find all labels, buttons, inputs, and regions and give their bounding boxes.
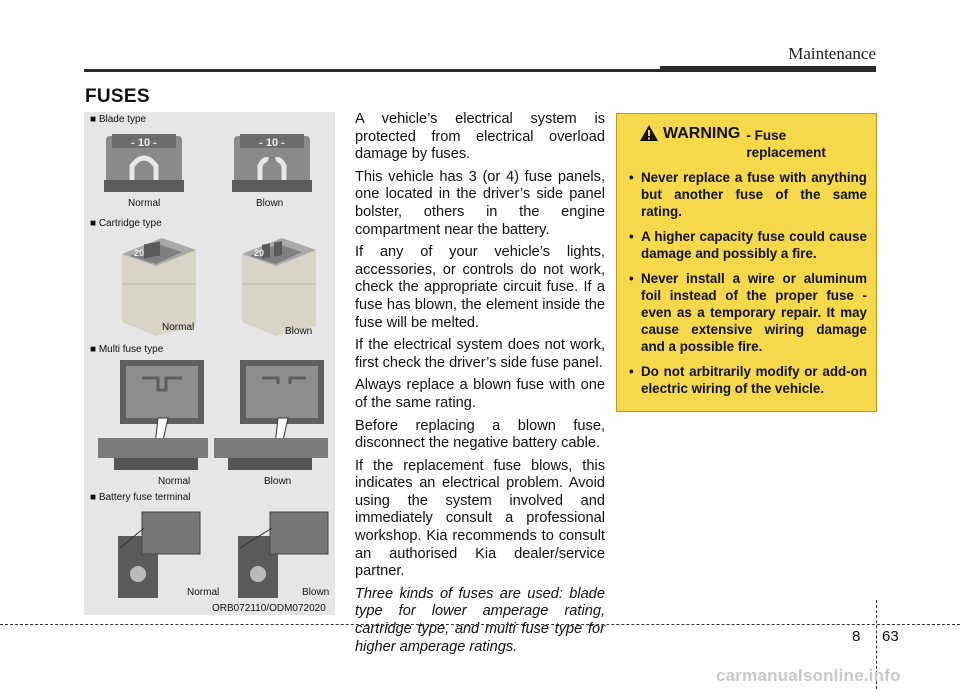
multi-fuse-type-label: ■ Multi fuse type [90,344,164,355]
multi-fuse-illustration [94,358,330,474]
body-italic-note: Three kinds of fuses are used: blade type for lower amperage rating, cartridge type, and multi fuse type for higher amperage ratings. [355,585,605,655]
figure-reference-code: ORB072110/ODM072020 [212,603,326,614]
svg-text:- 10 -: - 10 - [259,137,285,149]
warning-title: WARNING [663,125,741,142]
battery-blown-caption: Blown [302,587,330,598]
body-paragraph: A vehicle’s electrical system is protected from electrical overload damage by fuses. [355,111,605,163]
battery-normal-caption: Normal [187,587,220,598]
warning-triangle-icon [639,124,659,142]
svg-text:20: 20 [254,248,265,258]
multi-blown-caption: Blown [264,476,292,487]
warning-list [627,169,867,397]
body-paragraph: If any of your vehicle’s lights, accessories, or controls do not work, check the appropriate circuit fuse. If a fuse has blown, the element inside the fuse will be melted. [355,244,605,331]
footer-rule [0,624,960,625]
cartridge-blown-caption: Blown [285,326,313,337]
warning-item: • Never replace a fuse with anything but another fuse of the same rating. [629,170,867,219]
svg-text:20: 20 [134,248,145,258]
body-paragraph: Always replace a blown fuse with one of the same rating. [355,377,605,411]
warning-item: • Never install a wire or aluminum foil instead of the proper fuse - even as a temporary repair. It may cause extensive wiring damage and a possible fire. [629,271,867,354]
battery-fuse-terminal-label: ■ Battery fuse terminal [90,492,191,503]
header-title: Maintenance [788,44,876,63]
body-paragraph: If the replacement fuse blows, this indicates an electrical problem. Avoid using the system involved and immediately consult a professional workshop. Kia recommends to consult an authorised Kia dealer/service partner. [355,457,605,580]
blade-fuse-blown-illustration [232,132,312,194]
chapter-number: 8 [852,628,861,645]
warning-item: • Do not arbitrarily modify or add-on electric wiring of the vehicle. [629,364,867,396]
cartridge-type-label: ■ Cartridge type [90,218,162,229]
warning-header [639,124,867,161]
svg-text:- 10 -: - 10 - [131,137,157,149]
fuse-figure-panel [84,112,335,615]
multi-normal-caption: Normal [158,476,191,487]
warning-box [616,113,877,412]
section-title: FUSES [85,86,150,107]
blade-fuse-normal-illustration [104,132,184,194]
warning-item: • A higher capacity fuse could cause damage and possibly a fire. [629,229,867,261]
warning-subtitle: - Fuse replacement [746,128,826,160]
blade-normal-caption: Normal [128,198,161,209]
body-paragraph: Before replacing a blown fuse, disconnect the negative battery cable. [355,417,605,452]
blade-type-label: ■ Blade type [90,114,147,125]
battery-fuse-terminal-illustration [110,508,334,600]
cartridge-normal-caption: Normal [162,322,195,333]
body-text-column [355,111,605,661]
page-number: 63 [882,628,899,645]
watermark: carmanualsonline.info [716,666,901,685]
header-rule-accent [660,66,876,72]
body-paragraph: If the electrical system does not work, first check the driver’s side fuse panel. [355,337,605,371]
blade-blown-caption: Blown [256,198,284,209]
body-paragraph: This vehicle has 3 (or 4) fuse panels, one located in the driver’s side panel bolster, others in the engine compartment near the battery. [355,168,605,238]
cartridge-fuse-blown-illustration [232,234,324,338]
